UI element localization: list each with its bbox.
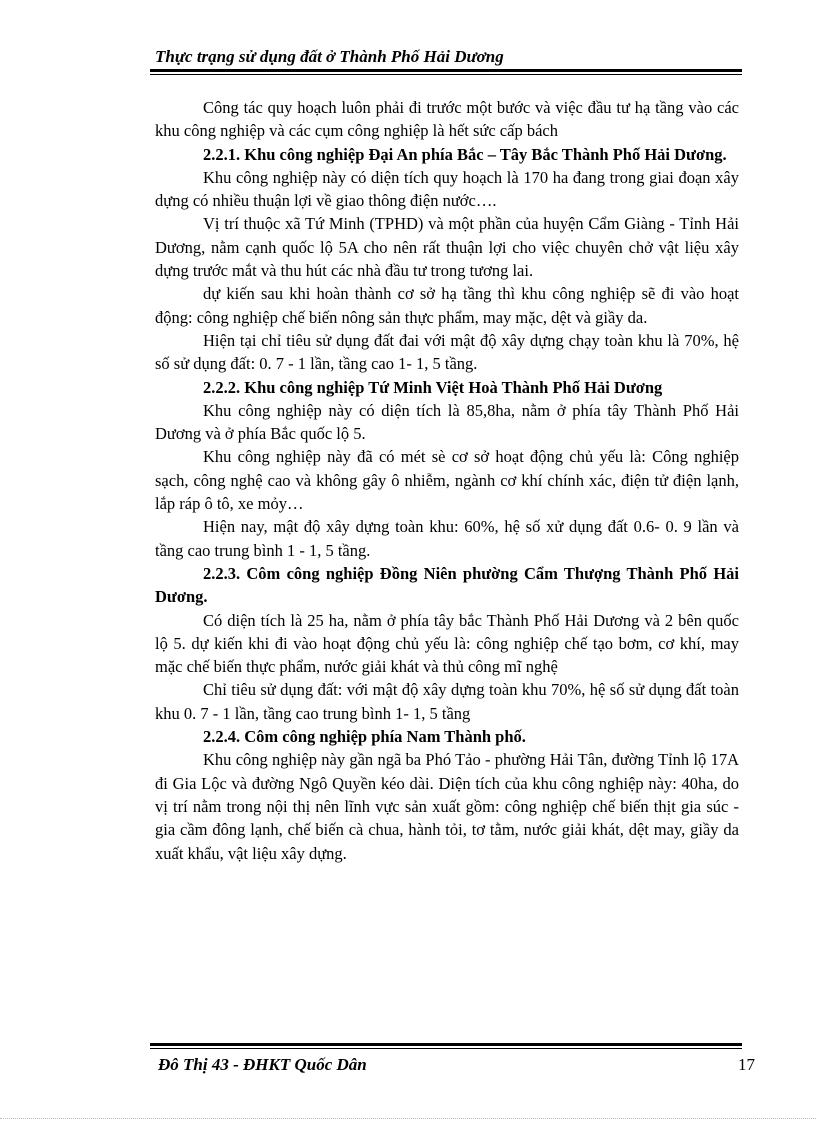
footer-rule-thin [150,1048,742,1049]
section-heading-2-2-2: 2.2.2. Khu công nghiệp Tứ Minh Việt Hoà Thành Phố Hải Dương [203,377,663,397]
body-paragraph: Công tác quy hoạch luôn phải đi trước một bước và việc đầu tư hạ tầng vào các khu công nghiệp và các cụm công nghiệp là hết sức cấp bách [155,98,739,141]
body-paragraph: Khu công nghiệp này đã có mét sè cơ sở hoạt động chủ yếu là: Công nghiệp sạch, công nghệ cao và không gây ô nhiễm, ngành cơ khí chính xác, điện tử điện lạnh, lắp ráp ô tô, xe mỏy… [155,447,739,514]
page-body [155,96,739,865]
body-paragraph: Hiện tại chỉ tiêu sử dụng đất đai với mật độ xây dựng chạy toàn khu là 70%, hệ số sử dụng đất: 0. 7 - 1 lần, tầng cao 1- 1, 5 tầng. [155,330,739,374]
header-rule-thin [150,74,742,75]
body-paragraph: Vị trí thuộc xã Tứ Minh (TPHD) và một phần của huyện Cẩm Giàng - Tỉnh Hải Dương, nằm cạnh quốc lộ 5A cho nên rất thuận lợi cho việc chuyên chở vật liệu xây dựng trước mắt và thu hút các nhà đầu tư trong tương lai. [155,214,739,281]
body-paragraph: dự kiến sau khi hoàn thành cơ sở hạ tầng thì khu công nghiệp sẽ đi vào hoạt động: công nghiệp chế biến nông sản thực phẩm, may mặc, dệt và giầy da. [155,284,739,327]
body-paragraph: Chỉ tiêu sử dụng đất: với mật độ xây dựng toàn khu 70%, hệ số sử dụng đất toàn khu 0. 7 - 1 lần, tầng cao trung bình 1- 1, 5 tầng [155,680,739,723]
section-heading-2-2-1: 2.2.1. Khu công nghiệp Đại An phía Bắc – Tây Bắc Thành Phố Hải Dương. [203,144,727,164]
body-paragraph: Có diện tích là 25 ha, nằm ở phía tây bắc Thành Phố Hải Dương và 2 bên quốc lộ 5. dự kiến khi đi vào hoạt động chủ yếu là: công nghiệp chế tạo bơm, cơ khí, may mặc chế biến thực phẩm, nước giải khát và thủ công mĩ nghệ [155,610,739,677]
body-paragraph: Khu công nghiệp này có diện tích quy hoạch là 170 ha đang trong giai đoạn xây dựng có nhiều thuận lợi về giao thông điện nước…. [155,167,739,211]
body-paragraph: Khu công nghiệp này gần ngã ba Phó Tảo - phường Hải Tân, đường Tỉnh lộ 17A đi Gia Lộc và đường Ngô Quyền kéo dài. Diện tích của khu công nghiệp này: 40ha, do vị trí nằm trong nội thị nên lĩnh vực sản xuất gồm: công nghiệp chế biến thịt gia súc - gia cầm đông lạnh, chế biến cà chua, hành tỏi, tơ tằm, nước giải khát, dệt may, giầy da xuất khẩu, vật liệu xây dựng. [155,750,739,863]
page-edge-divider [0,1118,816,1119]
header-rule [150,69,742,72]
body-paragraph: Khu công nghiệp này có diện tích là 85,8ha, nằm ở phía tây Thành Phố Hải Dương và ở phía Bắc quốc lộ 5. [155,400,739,444]
section-heading-2-2-4: 2.2.4. Côm công nghiệp phía Nam Thành phố. [203,727,526,747]
section-heading-2-2-3: 2.2.3. Côm công nghiệp Đồng Niên phường Cẩm Thượng Thành Phố Hải Dương. [155,563,739,607]
footer-rule [150,1043,742,1046]
running-header-title: Thực trạng sử dụng đất ở Thành Phố Hải Dương [155,47,504,66]
body-paragraph: Hiện nay, mật độ xây dựng toàn khu: 60%, hệ số xử dụng đất 0.6- 0. 9 lần và tầng cao trung bình 1 - 1, 5 tầng. [155,517,739,560]
page-number: 17 [738,1055,755,1074]
running-footer-text: Đô Thị 43 - ĐHKT Quốc Dân [158,1055,367,1074]
